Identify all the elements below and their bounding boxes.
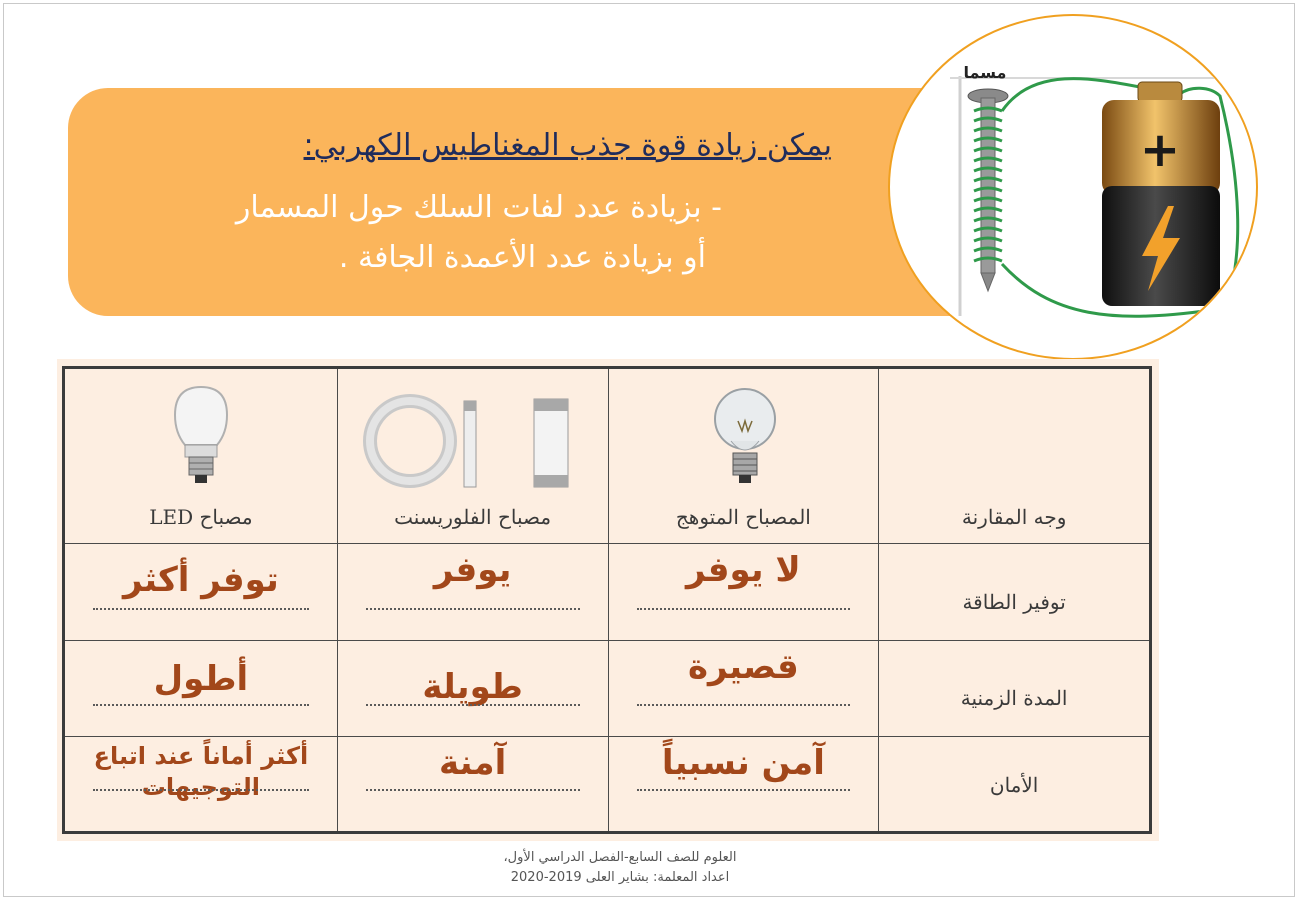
dotted-line <box>366 704 580 706</box>
header-incandescent <box>608 368 879 544</box>
row-label: المدة الزمنية <box>960 685 1068 710</box>
electromagnet-illustration <box>888 14 1258 360</box>
header-incandescent-label: المصباح المتوهج <box>675 505 811 530</box>
answer-text: توفر أكثر <box>122 560 279 601</box>
answer-cell <box>64 640 338 736</box>
row-label: توفير الطاقة <box>962 589 1066 614</box>
answer-text: طويلة <box>422 666 523 707</box>
banner-title: يمكن زيادة قوة جذب المغناطيس الكهربي: <box>303 128 832 163</box>
battery-icon <box>1102 82 1220 306</box>
footer <box>470 848 770 887</box>
answer-text: آمنة <box>439 742 507 783</box>
answer-cell <box>608 736 879 832</box>
table-row <box>64 736 1151 832</box>
answer-text: أكثر أماناً عند اتباع التوجيهات <box>93 741 309 801</box>
banner-line-2: أو بزيادة عدد الأعمدة الجافة . <box>338 240 706 275</box>
fluorescent-lamps-icon <box>350 391 600 491</box>
comparison-table <box>62 366 1152 834</box>
answer-cell <box>337 544 608 640</box>
dotted-line <box>637 608 851 610</box>
table-row <box>64 544 1151 640</box>
row-label: الأمان <box>989 773 1039 797</box>
dotted-line <box>93 608 309 610</box>
answer-text: قصيرة <box>687 646 799 687</box>
label-fragment: مسما <box>963 63 1007 82</box>
header-led-label: مصباح LED <box>149 505 253 530</box>
svg-text:+: + <box>1139 122 1181 178</box>
dotted-line <box>637 704 851 706</box>
comparison-table-panel <box>57 359 1159 841</box>
footer-line-2: اعداد المعلمة: بشاير العلى 2019-2020 <box>510 869 730 885</box>
answer-cell <box>337 640 608 736</box>
dotted-line <box>93 789 309 791</box>
header-fluorescent-label: مصباح الفلوريسنت <box>394 505 552 530</box>
answer-cell <box>337 736 608 832</box>
banner-line-1: - بزيادة عدد لفات السلك حول المسمار <box>235 190 722 225</box>
answer-cell <box>64 544 338 640</box>
header-aspect <box>879 368 1151 544</box>
dotted-line <box>637 789 851 791</box>
led-bulb-icon <box>161 381 241 491</box>
answer-cell <box>608 640 879 736</box>
row-label-cell <box>879 544 1151 640</box>
table-row <box>64 640 1151 736</box>
electromagnet-svg <box>890 16 1258 360</box>
answer-text: أطول <box>153 658 249 699</box>
row-label-cell <box>879 640 1151 736</box>
answer-text: يوفر <box>433 550 512 591</box>
row-label-cell <box>879 736 1151 832</box>
answer-cell <box>64 736 338 832</box>
answer-text: آمن نسبياً <box>661 742 825 783</box>
dotted-line <box>366 789 580 791</box>
dotted-line <box>93 704 309 706</box>
answer-cell <box>608 544 879 640</box>
table-header-row <box>64 368 1151 544</box>
header-fluorescent <box>337 368 608 544</box>
answer-text: لا يوفر <box>686 550 801 591</box>
footer-line-1: العلوم للصف السابع-الفصل الدراسي الأول، <box>503 850 737 865</box>
header-aspect-label: وجه المقارنة <box>961 505 1067 530</box>
header-led <box>64 368 338 544</box>
dotted-line <box>366 608 580 610</box>
incandescent-bulb-icon <box>705 381 785 491</box>
